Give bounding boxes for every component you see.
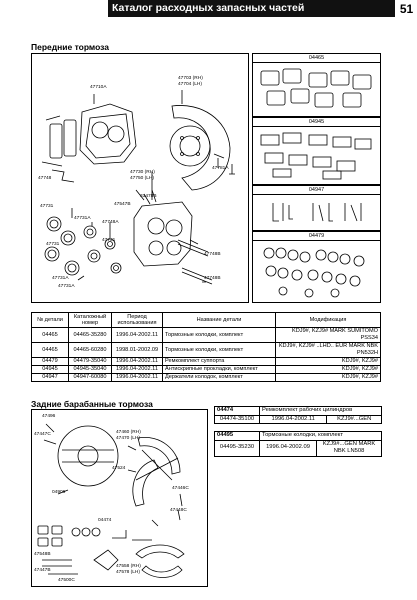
- callout-label: 47731A: [58, 284, 75, 289]
- modification: KDJ9#, KZJ9#: [276, 358, 381, 366]
- callout-label: 47447B: [34, 568, 51, 573]
- box-04947: [252, 185, 381, 231]
- callout-label: 47558 (RH): [116, 564, 141, 569]
- usage-period: 1996.04-2002.11: [112, 374, 163, 382]
- table-row: [215, 415, 382, 424]
- callout-label: 47446C: [172, 486, 189, 491]
- column-header: № детали: [32, 313, 69, 328]
- rear-table-04474: [214, 406, 382, 424]
- table-row: [32, 358, 381, 366]
- callout-label: 04474: [98, 518, 112, 523]
- usage-period: 1996.04-2002.11: [112, 328, 163, 343]
- modification: KDJ9#, KZJ9# MARK SUMITOMO PSS34: [276, 328, 381, 343]
- part-number: 04465: [32, 328, 69, 343]
- box-caption: 04947: [253, 186, 380, 195]
- callout-label: 47447C: [34, 432, 51, 437]
- kit-code: 04495: [215, 432, 260, 441]
- callout-label: 47731: [102, 238, 116, 243]
- section-title-rear: Задние барабанные тормоза: [31, 399, 153, 409]
- table-header-row: [32, 313, 381, 328]
- kit-title: Тормозные колодки, комплект: [260, 432, 382, 441]
- usage-period: 1996.04-2002.11: [112, 358, 163, 366]
- part-name: Ремкомплект суппорта: [163, 358, 276, 366]
- callout-label: 47496: [42, 414, 56, 419]
- catalog-number: 04945-35040: [69, 366, 112, 374]
- box-04945: [252, 117, 381, 185]
- callout-label: 47578 (LH): [116, 570, 140, 575]
- rear-brake-diagram: [31, 409, 208, 587]
- part-number: 04479: [32, 358, 69, 366]
- callout-label: 04906: [52, 490, 66, 495]
- column-header: Модификация: [276, 313, 381, 328]
- usage-period: 1996.04-2002.09: [260, 440, 317, 456]
- callout-label: 47731A: [52, 276, 69, 281]
- pad-clips-drawing: [253, 195, 380, 229]
- catalog-number: 04474-35100: [215, 415, 260, 424]
- part-name: Тормозные колодки, комплект: [163, 328, 276, 343]
- section-title-front: Передние тормоза: [31, 42, 110, 52]
- callout-label: 47731: [40, 204, 54, 209]
- modification: KDJ9#, KZJ9# ..LHD.. EUR MARK NBK PN532H: [276, 343, 381, 358]
- part-number: 04945: [32, 366, 69, 374]
- table-header-row: [215, 407, 382, 416]
- callout-label: 47500C: [58, 578, 75, 583]
- kit-code: 04474: [215, 407, 260, 416]
- catalog-number: 04479-35040: [69, 358, 112, 366]
- callout-label: 47731A: [74, 216, 91, 221]
- front-parts-table: [31, 312, 381, 382]
- table-row: [32, 366, 381, 374]
- callout-label: 47748A: [102, 220, 119, 225]
- usage-period: 1996.04-2002.11: [112, 366, 163, 374]
- callout-label: 47781A: [212, 166, 229, 171]
- part-name: Тормозные колодки, комплект: [163, 343, 276, 358]
- callout-label: 47470 (LH): [116, 436, 140, 441]
- callout-label: 47524: [112, 466, 126, 471]
- column-header: Название детали: [163, 313, 276, 328]
- table-row: [32, 328, 381, 343]
- callout-label: 47731: [46, 242, 60, 247]
- callout-label: 47748: [38, 176, 52, 181]
- modification: KDJ9#, KZJ9#: [276, 366, 381, 374]
- usage-period: 1996.04-2002.11: [260, 415, 327, 424]
- table-row: [32, 374, 381, 382]
- table-row: [215, 440, 382, 456]
- callout-label: 47730 (RH): [130, 170, 155, 175]
- kit-title: Ремкомплект рабочих цилиндров: [260, 407, 382, 416]
- callout-label: 47750 (LH): [130, 176, 154, 181]
- callout-label: 47748B: [204, 252, 221, 257]
- column-header: Каталожный номер: [69, 313, 112, 328]
- modification: KZJ9#...GEN MARK NBK LN508: [317, 440, 382, 456]
- rear-table-04495: [214, 431, 382, 457]
- caliper-kit-drawing: [253, 241, 380, 301]
- catalog-number: 04947-60080: [69, 374, 112, 382]
- modification: KZJ9#...GEN: [327, 415, 382, 424]
- box-caption: 04945: [253, 118, 380, 127]
- callout-label: 47710A: [90, 85, 107, 90]
- callout-label: 47548B: [34, 552, 51, 557]
- page-title: Каталог расходных запасных частей: [112, 2, 305, 14]
- usage-period: 1998.01-2002.09: [112, 343, 163, 358]
- catalog-number: 04495-35230: [215, 440, 260, 456]
- catalog-number: 04465-60280: [69, 343, 112, 358]
- front-brake-diagram: [31, 53, 249, 303]
- callout-label: 47748B: [204, 276, 221, 281]
- part-name: Держатели колодок, комплект: [163, 374, 276, 382]
- callout-label: 47448C: [170, 508, 187, 513]
- callout-label: 47703 (RH): [178, 76, 203, 81]
- page-number: 51: [399, 2, 414, 16]
- brake-pads-drawing: [253, 63, 380, 115]
- column-header: Период использования: [112, 313, 163, 328]
- catalog-number: 04465-35280: [69, 328, 112, 343]
- anti-squeal-shims-drawing: [253, 127, 380, 183]
- table-header-row: [215, 432, 382, 441]
- modification: KDJ9#, KZJ9#: [276, 374, 381, 382]
- box-04465: [252, 53, 381, 117]
- part-number: 04465: [32, 343, 69, 358]
- callout-label: 47547B: [114, 202, 131, 207]
- box-04479: [252, 231, 381, 303]
- box-caption: 04465: [253, 54, 380, 63]
- table-row: [32, 343, 381, 358]
- part-number: 04947: [32, 374, 69, 382]
- callout-label: 47704 (LH): [178, 82, 202, 87]
- part-name: Антискрипные прокладки, комплект: [163, 366, 276, 374]
- callout-label: 47460 (RH): [116, 430, 141, 435]
- page-header: [0, 0, 417, 18]
- box-caption: 04479: [253, 232, 380, 241]
- callout-label: 31478B: [140, 194, 157, 199]
